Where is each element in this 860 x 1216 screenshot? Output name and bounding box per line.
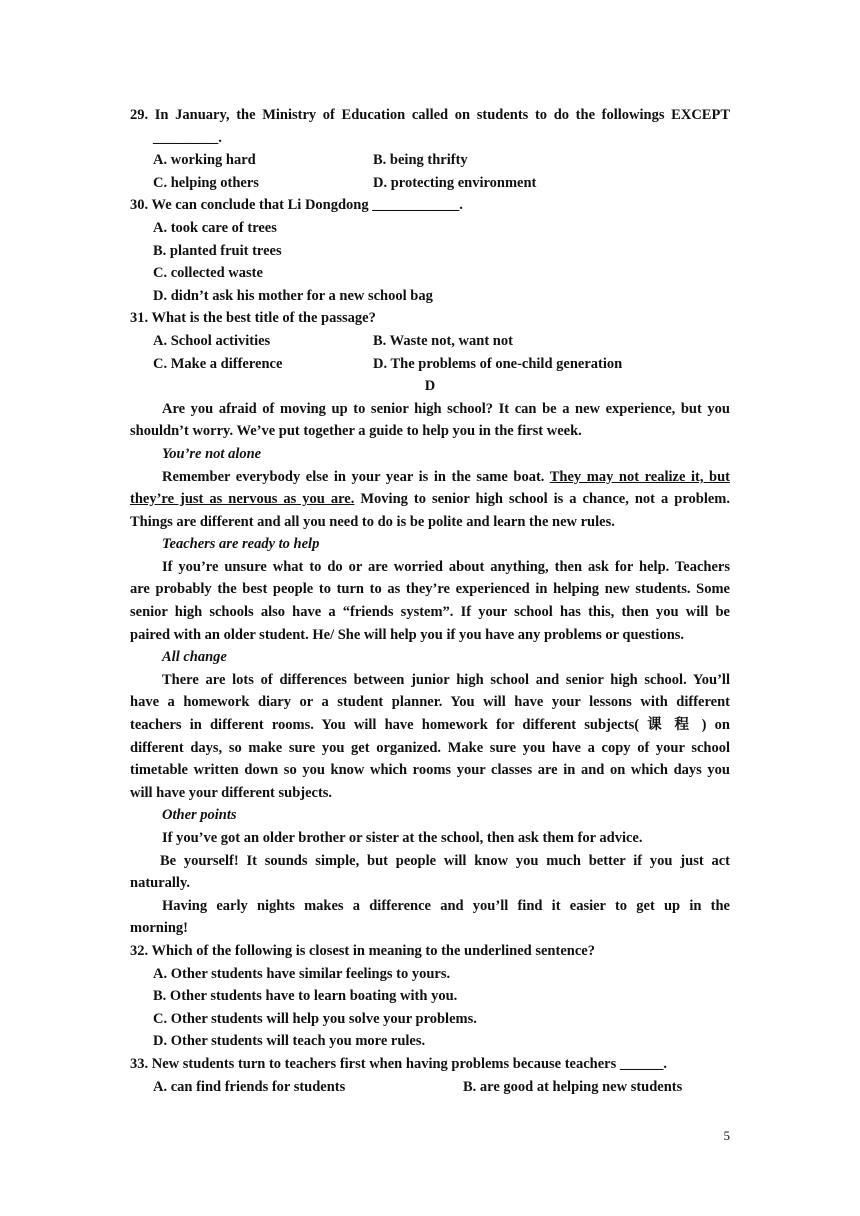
question-30-stem: 30. We can conclude that Li Dongdong ____________. [130, 197, 463, 214]
question-32-option-b: B. Other students have to learn boating with you. [153, 988, 458, 1005]
paragraph-3-line-6: will have your different subjects. [130, 784, 333, 801]
paragraph-4: If you’ve got an older brother or sister at the school, then ask them for advice. [162, 830, 643, 846]
question-30-option-b: B. planted fruit trees [153, 242, 282, 259]
paragraph-1-line-3: Things are different and all you need to do is be polite and learn the new rules. [130, 513, 615, 530]
passage-intro-line-2: shouldn’t worry. We’ve put together a guide to help you in the first week. [130, 423, 582, 440]
section-heading-not-alone: You’re not alone [162, 445, 262, 462]
underlined-sentence-part-1: They may not realize it, but [549, 468, 731, 485]
paragraph-3-line-2: have a homework diary or a student planner. You will have your lessons with different [130, 694, 730, 711]
question-31-options-ab [130, 330, 730, 353]
question-31-options-cd [130, 353, 730, 376]
paragraph-5-line-2: naturally. [130, 875, 191, 892]
question-29-blank: _________. [153, 129, 222, 146]
option-a: A. School activities [153, 332, 271, 349]
paragraph-3-line-4: different days, so make sure you get organized. Make sure you have a copy of your school [130, 739, 730, 756]
question-32-option-c: C. Other students will help you solve your problems. [153, 1010, 477, 1027]
question-33-options-ab [130, 1076, 730, 1099]
document-page [130, 104, 730, 1098]
passage-intro-line-1: Are you afraid of moving up to senior high school? It can be a new experience, but you [162, 400, 730, 417]
question-33-stem: 33. New students turn to teachers first when having problems because teachers ______. [130, 1055, 668, 1072]
paragraph-3-line-1: There are lots of differences between junior high school and senior high school. You’ll [162, 671, 730, 688]
paragraph-1-line-2: they’re just as nervous as you are. Moving to senior high school is a chance, not a problem. [130, 491, 730, 508]
option-d: D. The problems of one-child generation [373, 355, 623, 372]
question-29-options-ab [130, 149, 730, 172]
option-b: B. Waste not, want not [373, 332, 513, 349]
option-b: B. are good at helping new students [463, 1078, 683, 1095]
option-d: D. protecting environment [373, 174, 537, 191]
paragraph-2-line-3: senior high schools also have a “friends system”. If your school has this, then you will be [130, 604, 730, 621]
option-b: B. being thrifty [373, 152, 468, 169]
question-30-option-a: A. took care of trees [153, 219, 277, 236]
option-c: C. Make a difference [153, 355, 283, 372]
section-heading-other-points: Other points [162, 807, 237, 824]
paragraph-2-line-2: are probably the best people to turn to as they’re experienced in helping new students. Some [130, 581, 730, 598]
question-29-stem: 29. In January, the Ministry of Education called on students to do the followings EXCEPT [130, 107, 730, 123]
paragraph-2-line-4: paired with an older student. He/ She will help you if you have any problems or questions. [130, 626, 685, 643]
page-number: 5 [723, 1128, 730, 1143]
paragraph-6-line-1: Having early nights makes a difference and you’ll find it easier to get up in the [162, 897, 730, 914]
section-heading-all-change: All change [162, 649, 227, 666]
question-32-stem: 32. Which of the following is closest in meaning to the underlined sentence? [130, 942, 595, 959]
paragraph-2-line-1: If you’re unsure what to do or are worried about anything, then ask for help. Teachers [162, 558, 730, 575]
section-heading-teachers: Teachers are ready to help [162, 536, 320, 553]
section-letter: D [424, 378, 436, 395]
question-31-stem: 31. What is the best title of the passage? [130, 310, 376, 327]
underlined-sentence-part-2: they’re just as nervous as you are. [130, 491, 355, 508]
paragraph-3-line-5: timetable written down so you know which rooms your classes are in and on which days you [130, 762, 730, 779]
question-30-option-c: C. collected waste [153, 265, 263, 282]
question-32-option-d: D. Other students will teach you more rules. [153, 1033, 426, 1050]
option-a: A. working hard [153, 152, 256, 169]
option-a: A. can find friends for students [153, 1078, 346, 1095]
question-30-option-d: D. didn’t ask his mother for a new school bag [153, 287, 433, 304]
paragraph-5-line-1: Be yourself! It sounds simple, but people will know you much better if you just act [160, 852, 730, 869]
question-29-options-cd [130, 172, 730, 195]
paragraph-1-line-1: Remember everybody else in your year is in the same boat. They may not realize it, but [162, 468, 731, 485]
question-32-option-a: A. Other students have similar feelings to yours. [153, 965, 451, 982]
paragraph-3-line-3: teachers in different rooms. You will have homework for different subjects( 课 程 ) on [130, 717, 730, 734]
option-c: C. helping others [153, 174, 259, 191]
paragraph-6-line-2: morning! [130, 920, 188, 937]
